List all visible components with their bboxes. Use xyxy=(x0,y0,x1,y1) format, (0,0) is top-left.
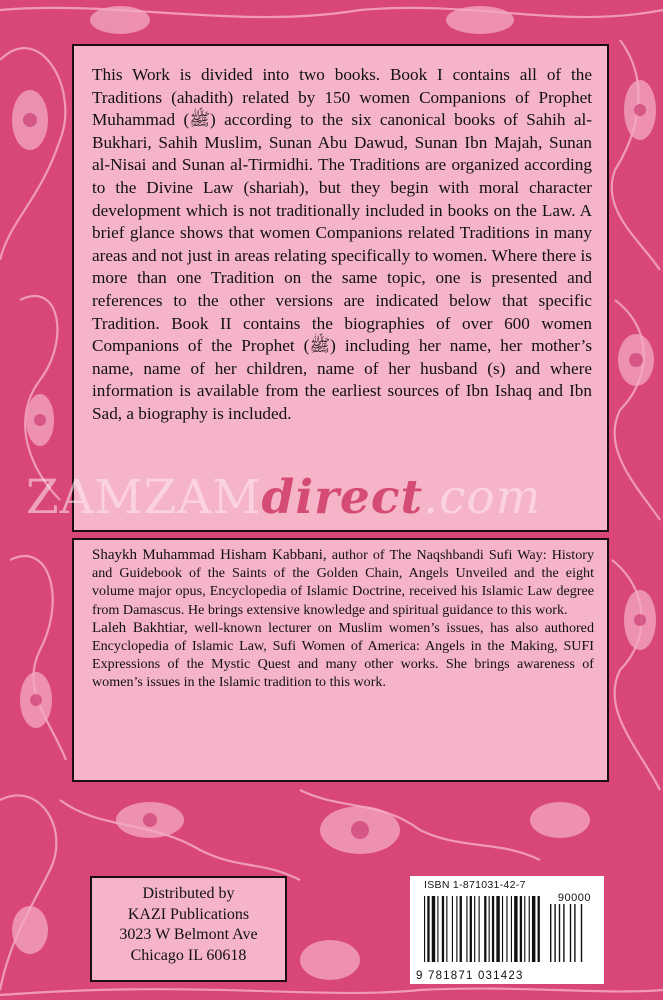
barcode-area xyxy=(410,876,604,984)
author-bio-text: author of The Naqshbandi Sufi Way: History and Guidebook of the Saints of the Golden Chain, Angels Unveiled and the eight volume major opus, Encyclopedia of Islamic Doctrine, received his Islamic Law degree from Damascus. He brings extensive knowledge and spiritual guidance to this work. xyxy=(92,547,594,618)
watermark-bold-text: direct xyxy=(261,470,424,525)
price-code: 90000 xyxy=(557,892,591,904)
watermark-light-text: ZAMZAM xyxy=(26,470,262,525)
author-name: Shaykh Muhammad Hisham Kabbani, xyxy=(92,547,327,563)
barcode-digits: 9 781871 031423 xyxy=(416,970,524,982)
distributed-by-label: Distributed by xyxy=(142,885,235,902)
author-bio-kabbani xyxy=(92,546,594,619)
publisher-name: KAZI Publications xyxy=(127,905,250,923)
author-bio-bakhtiar xyxy=(92,619,594,692)
publisher-street: 3023 W Belmont Ave xyxy=(119,926,258,943)
author-name: Laleh Bakhtiar, xyxy=(92,619,188,636)
publisher-city: Chicago IL 60618 xyxy=(130,946,247,964)
authors-bios xyxy=(92,546,594,692)
author-bio-text: well-known lecturer on Muslim women’s issues, has also authored Encyclopedia of Islamic Law, Sufi Women of America: Angels in the Making, SUFI Expressions of the Mystic Quest and many other works. She brings awareness of women’s issues in the Islamic tradition to this work. xyxy=(92,619,594,691)
book-description: This Work is divided into two books. Book I contains all of the Traditions (ahadith) related by 150 women Companions of Prophet Muhammad (ﷺ) according to the six canonical books of Sahih al-Bukhari, Sahih Muslim, Sunan Abu Dawud, Sunan Ibn Majah, Sunan al-Nisai and Sunan al-Tirmidhi. The Traditions are organized according to the Divine Law (shariah), but they begin with moral character development which is not traditionally included in books on the Law. A brief glance shows that women Companions related Traditions in many areas and not just in areas relating specifically to women. Where there is more than one Tradition on the same topic, one is presented and references to the other versions are indicated below that specific Tradition. Book II contains the biographies of over 600 women Companions of the Prophet (ﷺ) including her name, her mother’s name, name of her children, name of her husband (s) and where information is available from the earliest sources of Ibn Ishaq and Ibn Sad, a biography is included. xyxy=(92,65,593,423)
isbn-label: ISBN 1-871031-42-7 xyxy=(424,879,526,891)
barcode-bars xyxy=(424,896,590,966)
description-panel xyxy=(72,44,609,532)
authors-panel xyxy=(72,538,609,782)
watermark-suffix: .com xyxy=(423,470,542,525)
distributor-box xyxy=(90,876,287,982)
